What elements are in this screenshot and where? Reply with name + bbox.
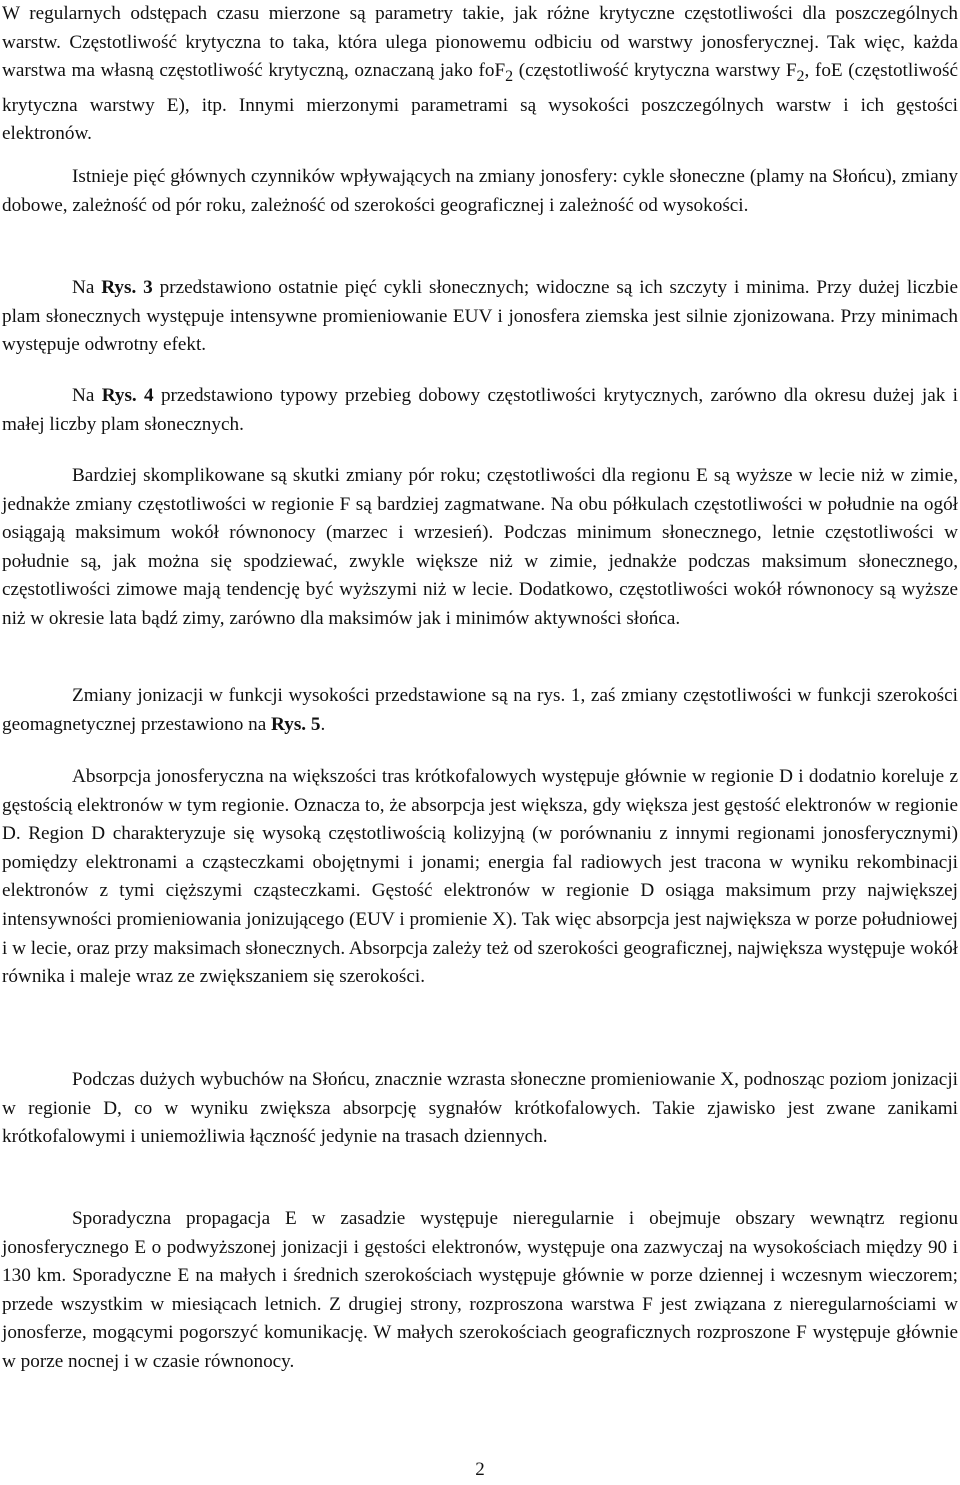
paragraph-critical-frequencies: W regularnych odstępach czasu mierzone są parametry takie, jak różne krytyczne częstotliwości dla poszczególnych warstw. Częstotliwość krytyczna to taka, która ulega pionowemu odbiciu od warstwy jonosferycznej. Tak więc, każda warstwa ma własną częstotliwość krytyczną, oznaczaną jako foF$_2$ (częstotliwość krytyczna warstwy $F_2$, foE (częstotliwość krytyczna warstwy E), itp. Innymi mierzonymi parametrami są wysokości poszczególnych warstw i ich gęstości elektronów. xyxy=(2,3,958,145)
page-number: 2 xyxy=(475,1459,485,1480)
paragraph-absorption: Absorpcja jonosferyczna na większości tras krótkofalowych występuje głównie w regionie D i dodatnio koreluje z gęstością elektronów w tym regionie. Oznacza to, że absorpcja jest większa, gdy większa jest gęstość elektronów w regionie D. Region D charakteryzuje się wysoką częstotliwością kolizyjną (w porównaniu z innymi regionami jonosferycznymi) pomiędzy elektronami a cząsteczkami obojętnymi i jonami; energia fal radiowych jest tracona w wyniku rekombinacji elektronów z tymi cięższymi cząsteczkami. Gęstość elektronów w regionie D osiąga maksimum przy największej intensywności promieniowania jonizującego (EUV i promienie X). Tak więc absorpcja jest największa w porze południowej i w lecie, oraz przy maksimach słonecznych. Absorpcja zależy też od szerokości geograficznej, największa występuje wokół równika i maleje wraz ze zwiększaniem się szerokości. xyxy=(2,766,958,988)
paragraph-ionization-height: Zmiany jonizacji w funkcji wysokości przedstawione są na rys. 1, zaś zmiany częstotliwości w funkcji szerokości geomagnetycznej przestawiono na Rys. 5. xyxy=(2,685,958,735)
paragraph-seasonal-effects: Bardziej skomplikowane są skutki zmiany pór roku; częstotliwości dla regionu E są wyższe w lecie niż w zimie, jednakże zmiany częstotliwości w regionie F są bardziej zagmatwane. Na obu półkulach częstotliwości w południe na ogół osiągają maksimum wokół równonocy (marzec i wrzesień). Podczas minimum słonecznego, letnie częstotliwości w południe są, jak można się spodziewać, zwykle większe niż w zimie, jednakże podczas maksimum słonecznego, częstotliwości zimowe mają tendencję być wyższymi niż w lecie. Dodatkowo, częstotliwości wokół równonocy są wyższe niż w okresie lata bądź zimy, zarówno dla maksimów jak i minimów aktywności słońca. xyxy=(2,465,958,629)
paragraph-sporadic-e: Sporadyczna propagacja E w zasadzie występuje nieregularnie i obejmuje obszary wewnątrz regionu jonosferycznego E o podwyższonej jonizacji i gęstości elektronów, występuje ona zazwyczaj na wysokościach między 90 i 130 km. Sporadyczne E na małych i średnich szerokościach występuje głównie w porze dziennej i wczesnym wieczorem; przede wszystkim w miesiącach letnich. Z drugiej strony, rozproszona warstwa F jest związana z nieregularnościami w jonosferze, mogącymi pogorszyć komunikację. W małych szerokościach geograficznych rozproszone F występuje głównie w porze nocnej i w czasie równonocy. xyxy=(2,1208,958,1372)
paragraph-solar-flares: Podczas dużych wybuchów na Słońcu, znacznie wzrasta słoneczne promieniowanie X, podnosząc poziom jonizacji w regionie D, co w wyniku zwiększa absorpcję sygnałów krótkofalowych. Takie zjawisko jest zwane zanikami krótkofalowymi i uniemożliwia łączność jedynie na trasach dziennych. xyxy=(2,1069,958,1148)
paragraph-daily-variation: Na Rys. 4 przedstawiono typowy przebieg dobowy częstotliwości krytycznych, zarówno dla okresu dużej jak i małej liczby plam słonecznych. xyxy=(2,385,959,435)
paragraph-five-factors: Istnieje pięć głównych czynników wpływających na zmiany jonosfery: cykle słoneczne (plamy na Słońcu), zmiany dobowe, zależność od pór roku, zależność od szerokości geograficznej i zależność od wysokości. xyxy=(2,166,958,216)
paragraph-solar-cycles: Na Rys. 3 przedstawiono ostatnie pięć cykli słonecznych; widoczne są ich szczyty i minima. Przy dużej liczbie plam słonecznych występuje intensywne promieniowanie EUV i jonosfera ziemska jest silnie zjonizowana. Przy minimach występuje odwrotny efekt. xyxy=(2,277,959,356)
